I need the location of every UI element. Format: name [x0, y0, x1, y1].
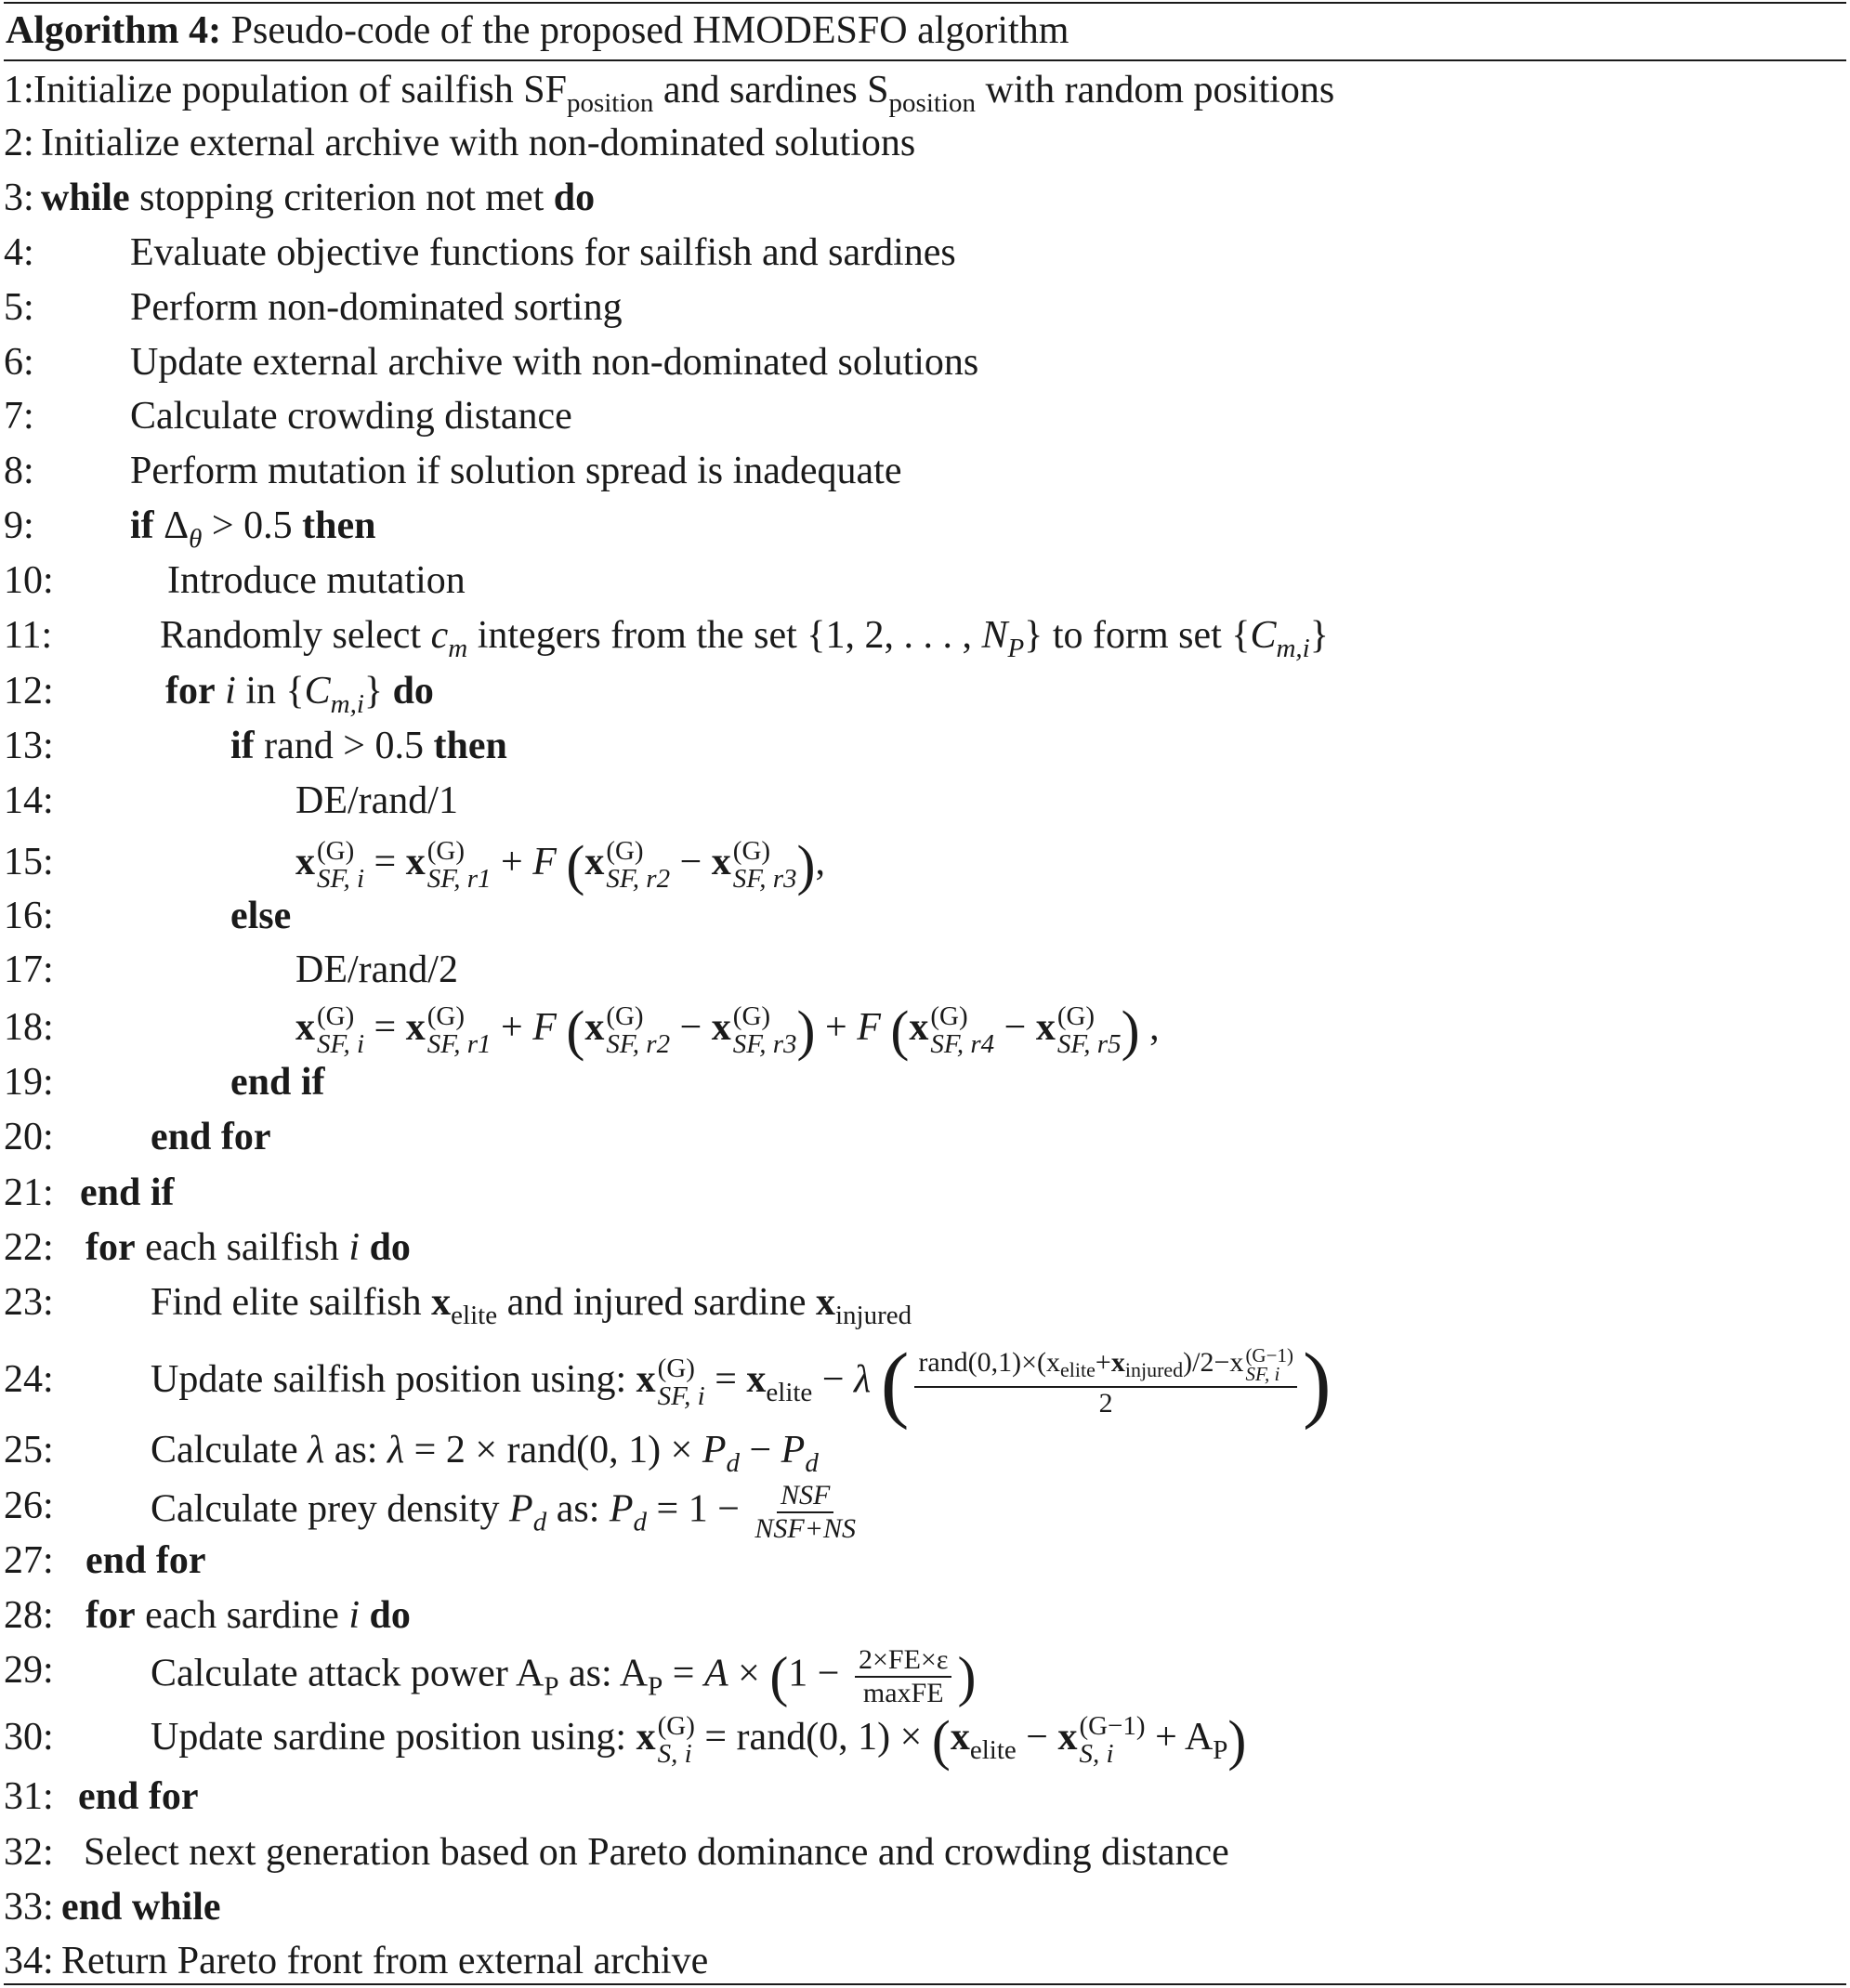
- superscript: (G): [606, 836, 644, 867]
- math-var: x: [1035, 1006, 1056, 1049]
- subscript: SF, r1: [426, 1029, 492, 1060]
- caption-label: Algorithm 4:: [6, 9, 222, 52]
- sub-sup: [930, 1002, 994, 1058]
- line-number: 19:: [4, 1061, 54, 1104]
- line-text: Initialize external archive with non-dominated solutions: [41, 122, 916, 164]
- subscript: SF, r2: [606, 864, 671, 895]
- math-var: x: [1057, 1716, 1078, 1759]
- paren: (: [890, 1000, 910, 1062]
- line-number: 3:: [4, 177, 34, 219]
- paren: (: [931, 1709, 951, 1772]
- superscript: (G): [657, 1711, 695, 1742]
- subscript: elite: [766, 1378, 813, 1407]
- line-text: [85, 1589, 411, 1641]
- line-number: 21:: [4, 1171, 54, 1214]
- line-number: 1:: [4, 69, 34, 111]
- sub-sup: [733, 837, 797, 893]
- line-number: 16:: [4, 895, 54, 937]
- subscript: P: [648, 1671, 663, 1702]
- keyword: end for: [151, 1116, 271, 1158]
- text-part: −: [994, 1006, 1036, 1049]
- line-text: Update external archive with non-dominated solutions: [130, 341, 979, 384]
- math-var: C: [304, 670, 331, 713]
- subscript: m: [448, 634, 468, 663]
- line-text: [85, 1222, 411, 1274]
- sub-sup: [1057, 1002, 1122, 1058]
- math-var: F: [857, 1006, 881, 1049]
- math-var: x: [405, 1006, 426, 1049]
- text-part: ,: [815, 841, 826, 883]
- subscript: injured: [834, 1301, 912, 1330]
- subscript: m,i: [1276, 634, 1310, 663]
- subscript: SF, i: [317, 1029, 365, 1060]
- text-part: } to form set {: [1024, 614, 1251, 657]
- line-number: 18:: [4, 1006, 54, 1049]
- math-var: N: [981, 614, 1008, 657]
- text-part: Calculate attack power A: [151, 1652, 545, 1695]
- text-part: Update sailfish position using:: [151, 1358, 636, 1401]
- line-number: 30:: [4, 1716, 54, 1759]
- text-part: +: [491, 1006, 533, 1049]
- superscript: (G): [930, 1001, 968, 1032]
- superscript: (G): [732, 836, 771, 867]
- line-number: 22:: [4, 1226, 54, 1269]
- text-part: +: [491, 841, 533, 883]
- math-var: x: [584, 1006, 605, 1049]
- text-part: =: [663, 1652, 704, 1695]
- keyword: end if: [80, 1171, 175, 1214]
- line-number: 33:: [4, 1886, 54, 1929]
- keyword: then: [433, 725, 507, 767]
- keyword: end while: [61, 1886, 221, 1929]
- text-part: with random positions: [976, 69, 1335, 111]
- line-number: 23:: [4, 1281, 54, 1324]
- line-text: DE/rand/1: [295, 779, 458, 822]
- line-number: 20:: [4, 1116, 54, 1158]
- subscript: SF, r5: [1056, 1029, 1122, 1060]
- line-text: [61, 1881, 221, 1933]
- line-text: [295, 998, 1160, 1060]
- keyword: do: [360, 1594, 411, 1637]
- line-number: 28:: [4, 1594, 54, 1637]
- superscript: (G): [317, 836, 355, 867]
- keyword: do: [392, 670, 434, 713]
- text-part: −: [1016, 1716, 1058, 1759]
- line-text: Introduce mutation: [167, 559, 466, 602]
- superscript: (G−1): [1245, 1343, 1293, 1367]
- text-part: = 1 −: [647, 1487, 750, 1531]
- text-part: −: [812, 1358, 854, 1401]
- caption-rule: [4, 59, 1846, 61]
- text-part: =: [374, 841, 406, 883]
- line-number: 10:: [4, 559, 54, 602]
- math-var: x: [295, 841, 315, 883]
- denominator: maxFE: [862, 1678, 944, 1708]
- subscript: d: [726, 1448, 740, 1478]
- math-var: A: [703, 1652, 728, 1695]
- keyword: end for: [78, 1775, 199, 1818]
- paren: (: [566, 1000, 585, 1062]
- text-part: Update sardine position using:: [151, 1716, 636, 1759]
- text-part: −: [670, 1006, 712, 1049]
- keyword: while: [41, 177, 130, 219]
- math-var: x: [295, 1006, 315, 1049]
- sub-sup: [427, 1002, 492, 1058]
- fraction: [914, 1343, 1297, 1419]
- text-part: each sardine: [135, 1594, 349, 1637]
- paren: ): [796, 834, 816, 896]
- math-var: i: [348, 1594, 361, 1637]
- math-var: x: [636, 1358, 656, 1401]
- sub-sup: [1245, 1343, 1293, 1385]
- text-part: and sardines S: [653, 69, 889, 111]
- keyword: end for: [85, 1539, 206, 1582]
- line-text: Evaluate objective functions for sailfish and sardines: [130, 231, 956, 274]
- algorithm-caption: [6, 4, 1069, 58]
- math-var: i: [348, 1226, 361, 1269]
- subscript: SF, r1: [426, 864, 492, 895]
- subscript: S, i: [1079, 1739, 1114, 1770]
- math-var: c: [430, 614, 449, 657]
- text-part: as:: [324, 1429, 387, 1471]
- superscript: (G): [606, 1001, 644, 1032]
- line-text: [151, 1335, 1332, 1434]
- text-part: > 0.5: [202, 504, 303, 547]
- line-text: [230, 720, 507, 772]
- subscript: P: [1213, 1735, 1228, 1765]
- numerator: $rand(0,1)\times(x_{elite}+x_{injured})/2-x$ (G−1) SF, i: [914, 1346, 1297, 1388]
- subscript: d: [805, 1448, 819, 1478]
- keyword: end if: [230, 1061, 325, 1104]
- text-part: }: [1309, 614, 1329, 657]
- denominator: NSF+NS: [754, 1513, 856, 1544]
- math-var: x: [909, 1006, 929, 1049]
- keyword: do: [553, 177, 596, 219]
- line-text: [295, 832, 825, 895]
- line-text: [151, 1480, 861, 1549]
- math-var: F: [532, 841, 557, 883]
- math-var: x: [711, 841, 731, 883]
- text-part: }: [363, 670, 393, 713]
- subscript: elite: [451, 1301, 498, 1330]
- superscript: (G): [732, 1001, 771, 1032]
- sub-sup: [1079, 1712, 1145, 1768]
- fraction: [754, 1480, 856, 1545]
- line-number: 4:: [4, 231, 34, 274]
- line-number: 17:: [4, 948, 54, 991]
- math-var: x: [431, 1281, 452, 1324]
- line-number: 2:: [4, 122, 34, 164]
- sub-sup: [427, 837, 492, 893]
- sub-sup: [606, 1002, 670, 1058]
- text-part: Calculate prey density: [151, 1487, 510, 1531]
- superscript: (G): [657, 1354, 695, 1384]
- keyword: for: [85, 1594, 136, 1637]
- text-part: Initialize population of sailfish SF: [33, 69, 567, 111]
- subscript: SF, r2: [606, 1029, 671, 1060]
- text-part: = rand(0, 1) ×: [694, 1716, 932, 1759]
- keyword: else: [230, 895, 292, 937]
- subscript: injured: [1124, 1357, 1184, 1381]
- line-text: [151, 1644, 976, 1713]
- line-number: 5:: [4, 286, 34, 329]
- text-part: 1 −: [788, 1652, 849, 1695]
- superscript: (G): [317, 1001, 355, 1032]
- math-var: x: [1110, 1346, 1125, 1378]
- line-number: 11:: [4, 614, 53, 657]
- math-var: F: [532, 1006, 557, 1049]
- math-var: x: [636, 1716, 656, 1759]
- subscript: position: [566, 88, 654, 118]
- text-part: rand(0,1)×(x: [918, 1346, 1061, 1378]
- subscript: θ: [189, 524, 203, 554]
- line-text: Select next generation based on Pareto dominance and crowding distance: [84, 1831, 1229, 1874]
- math-var: x: [815, 1281, 835, 1324]
- subscript: m,i: [330, 689, 364, 719]
- text-part: Randomly select: [160, 614, 431, 657]
- text-part: +: [815, 1006, 858, 1049]
- subscript: SF, i: [1245, 1362, 1280, 1385]
- keyword: do: [360, 1226, 411, 1269]
- line-text: [80, 1167, 175, 1219]
- keyword: for: [85, 1226, 136, 1269]
- line-text: [85, 1535, 206, 1587]
- line-number: 31:: [4, 1775, 54, 1818]
- superscript: (G−1): [1079, 1711, 1146, 1742]
- text-part: =: [374, 1006, 406, 1049]
- subscript: d: [532, 1507, 547, 1537]
- line-number: 6:: [4, 341, 34, 384]
- line-number: 26:: [4, 1484, 54, 1527]
- caption-title: Pseudo-code of the proposed HMODESFO algorithm: [230, 9, 1069, 52]
- text-part: each sailfish: [135, 1226, 349, 1269]
- paren: ): [796, 1000, 816, 1062]
- line-text: [151, 1111, 271, 1163]
- keyword: then: [302, 504, 376, 547]
- math-var: C: [1250, 614, 1277, 657]
- sub-sup: [658, 1354, 705, 1410]
- line-text: Return Pareto front from external archive: [61, 1940, 709, 1982]
- line-number: 15:: [4, 841, 54, 883]
- fraction: [855, 1644, 951, 1709]
- text-part: and injured sardine: [497, 1281, 816, 1324]
- math-var: P: [781, 1429, 806, 1471]
- subscript: elite: [1060, 1357, 1096, 1381]
- text-part: =: [704, 1358, 747, 1401]
- math-var: P: [702, 1429, 727, 1471]
- sub-sup: [317, 837, 364, 893]
- math-var: P: [509, 1487, 533, 1531]
- text-part: ,: [1149, 1006, 1160, 1049]
- paren: (: [566, 834, 585, 896]
- sub-sup: [658, 1712, 695, 1768]
- denominator: 2: [1098, 1387, 1113, 1419]
- line-text: [78, 1771, 199, 1823]
- line-text: Perform non-dominated sorting: [130, 286, 623, 329]
- text-part: in {: [235, 670, 305, 713]
- superscript: (G): [426, 836, 465, 867]
- keyword: for: [165, 670, 216, 713]
- line-text: DE/rand/2: [295, 948, 458, 991]
- line-text: [230, 890, 291, 942]
- line-number: 9:: [4, 504, 34, 547]
- text-part: /2−x: [1192, 1346, 1244, 1378]
- subscript: SF, i: [317, 864, 365, 895]
- subscript: P: [1007, 634, 1025, 663]
- sub-sup: [317, 1002, 364, 1058]
- line-number: 13:: [4, 725, 54, 767]
- math-var: λ: [387, 1429, 405, 1471]
- line-number: 7:: [4, 395, 34, 438]
- subscript: P: [544, 1671, 559, 1702]
- math-var: x: [950, 1716, 970, 1759]
- line-number: 27:: [4, 1539, 54, 1582]
- subscript: position: [888, 88, 977, 118]
- subscript: d: [633, 1507, 648, 1537]
- bottom-rule: [4, 1983, 1846, 1985]
- line-number: 14:: [4, 779, 54, 822]
- text-part: ×: [728, 1652, 770, 1695]
- math-var: x: [584, 841, 605, 883]
- sub-sup: [733, 1002, 797, 1058]
- subscript: SF, i: [657, 1381, 705, 1412]
- sub-sup: [606, 837, 670, 893]
- paren: ): [1227, 1709, 1247, 1772]
- superscript: (G): [1056, 1001, 1096, 1032]
- numerator: 2×FE×ε: [855, 1644, 951, 1678]
- math-var: i: [215, 670, 236, 713]
- text-part: −: [670, 841, 712, 883]
- subscript: SF, r3: [732, 864, 797, 895]
- superscript: (G): [426, 1001, 465, 1032]
- text-part: as:: [546, 1487, 610, 1531]
- line-number: 25:: [4, 1429, 54, 1471]
- paren: ): [1121, 1000, 1140, 1062]
- line-number: 32:: [4, 1831, 54, 1874]
- subscript: SF, r4: [930, 1029, 995, 1060]
- paren: (: [769, 1646, 789, 1707]
- text-part: stopping criterion not met: [129, 177, 554, 219]
- paren: ): [957, 1646, 977, 1707]
- subscript: S, i: [657, 1739, 692, 1770]
- line-text: [151, 1276, 912, 1341]
- math-var: x: [405, 841, 426, 883]
- numerator: NSF: [777, 1480, 833, 1513]
- text-part: as: A: [558, 1652, 649, 1695]
- keyword: if: [230, 725, 255, 767]
- math-var: x: [746, 1358, 767, 1401]
- line-text: Calculate crowding distance: [130, 395, 572, 438]
- line-text: [230, 1056, 325, 1108]
- math-var: λ: [308, 1429, 325, 1471]
- text-part: rand > 0.5: [254, 725, 434, 767]
- math-var: P: [609, 1487, 634, 1531]
- subscript: elite: [969, 1735, 1017, 1765]
- line-text: Perform mutation if solution spread is inadequate: [130, 450, 902, 492]
- text-part: Find elite sailfish: [151, 1281, 432, 1324]
- text-part: Calculate: [151, 1429, 308, 1471]
- text-part: = 2 × rand(0, 1) ×: [404, 1429, 702, 1471]
- paren: ): [1302, 1335, 1332, 1431]
- text-part: −: [739, 1429, 781, 1471]
- text-part: + A: [1145, 1716, 1214, 1759]
- line-text: [41, 172, 595, 224]
- line-number: 8:: [4, 450, 34, 492]
- line-number: 12:: [4, 670, 54, 713]
- subscript: SF, r3: [732, 1029, 797, 1060]
- paren: (: [880, 1335, 910, 1431]
- math-var: x: [711, 1006, 731, 1049]
- keyword: if: [130, 504, 154, 547]
- line-number: 29:: [4, 1649, 54, 1692]
- line-number: 34:: [4, 1940, 54, 1982]
- line-text: [151, 1707, 1246, 1780]
- text-part: integers from the set {1, 2, . . . ,: [467, 614, 982, 657]
- math-var: λ: [854, 1358, 872, 1401]
- line-number: 24:: [4, 1358, 54, 1401]
- text-part: Δ: [153, 504, 190, 547]
